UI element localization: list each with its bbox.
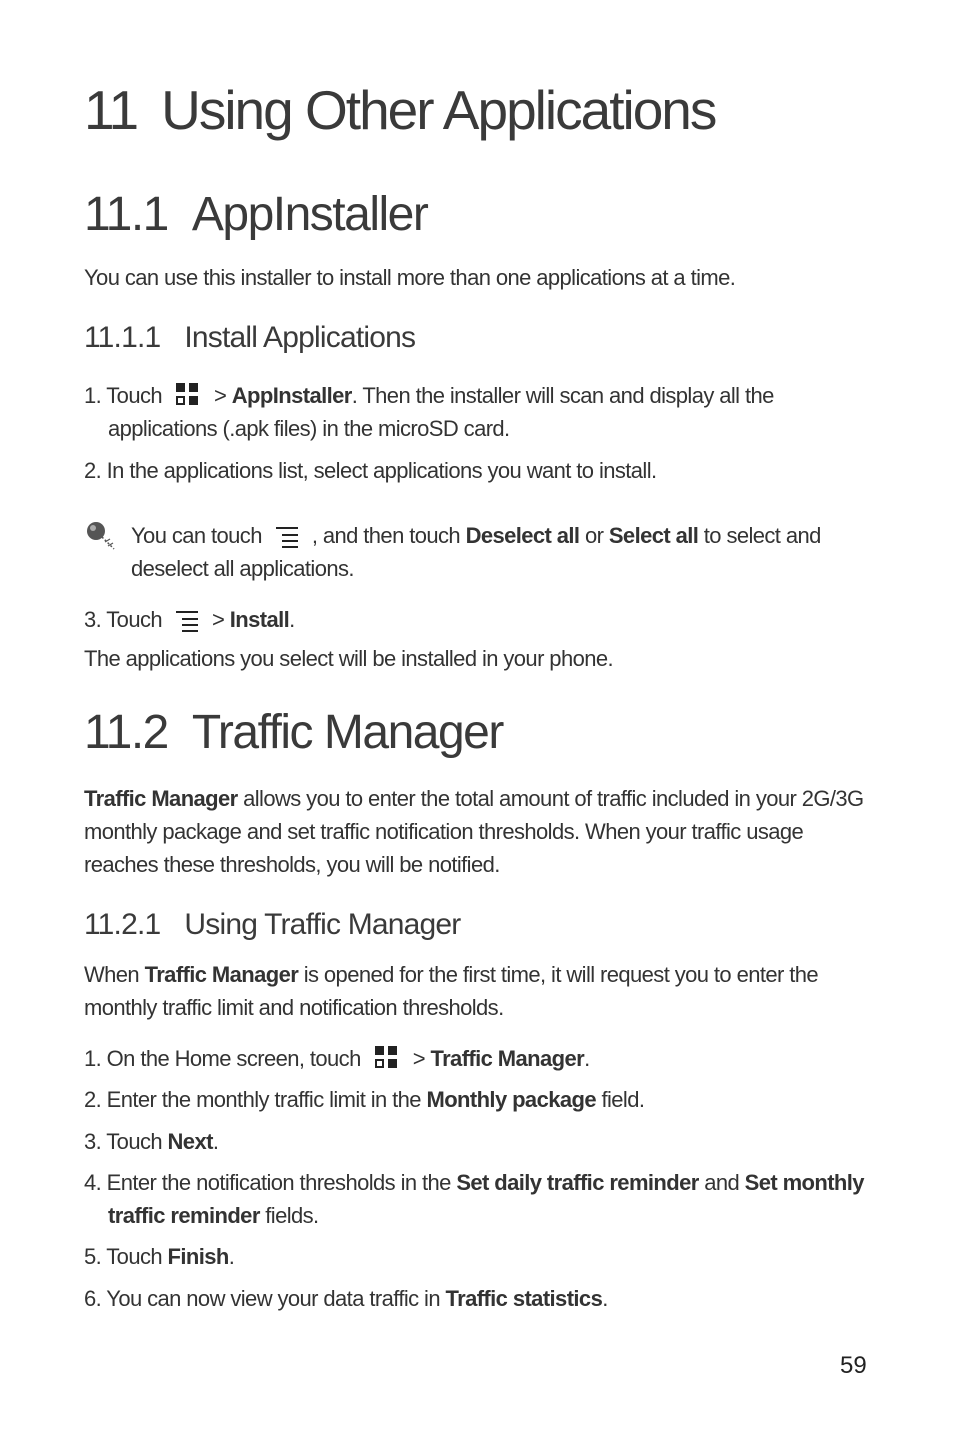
separator: > bbox=[212, 607, 225, 632]
separator: > bbox=[214, 383, 227, 408]
list-number: 1. bbox=[84, 1046, 102, 1071]
step-bold: Set daily traffic reminder bbox=[456, 1170, 699, 1195]
step-continuation: applications (.apk files) in the microSD card. bbox=[108, 416, 510, 441]
para-text: is opened for the first time, it will request you to enter the bbox=[303, 962, 819, 987]
step-text: Enter the monthly traffic limit in the bbox=[106, 1087, 421, 1112]
intro-text: allows you to enter the total amount of traffic included in your 2G/3G bbox=[243, 786, 864, 811]
step-bold: AppInstaller bbox=[231, 383, 352, 408]
step-text: Touch bbox=[106, 1244, 162, 1269]
appinstaller-intro: You can use this installer to install more than one applications at a time. bbox=[84, 265, 736, 290]
step-text: Touch bbox=[106, 1129, 162, 1154]
step-text: You can now view your data traffic in bbox=[106, 1286, 440, 1311]
list-item bbox=[84, 1282, 608, 1315]
menu-icon bbox=[174, 608, 200, 632]
note-text: You can touch bbox=[131, 523, 262, 548]
list-item bbox=[84, 1042, 590, 1075]
list-number: 6. bbox=[84, 1286, 102, 1311]
menu-icon bbox=[274, 524, 300, 548]
note-bold: Deselect all bbox=[465, 523, 580, 548]
intro-bold: Traffic Manager bbox=[84, 786, 238, 811]
subsection-title: Install Applications bbox=[184, 321, 416, 354]
section-heading-traffic-manager bbox=[84, 705, 503, 760]
section-title: AppInstaller bbox=[191, 188, 428, 241]
para-text: When bbox=[84, 962, 140, 987]
step-text: Enter the notification thresholds in the bbox=[106, 1170, 451, 1195]
list-number: 2. bbox=[84, 1087, 102, 1112]
list-item bbox=[84, 1166, 864, 1228]
section-number: 11.2 bbox=[84, 706, 168, 759]
list-item bbox=[84, 379, 774, 441]
subsection-heading-using-traffic bbox=[84, 908, 461, 942]
note-line bbox=[131, 519, 821, 552]
step-bold: traffic reminder bbox=[108, 1203, 260, 1228]
step-text: . bbox=[228, 1244, 235, 1269]
separator: > bbox=[412, 1046, 425, 1071]
list-number: 4. bbox=[84, 1170, 102, 1195]
step-text: field. bbox=[601, 1087, 645, 1112]
step-text: In the applications list, select applications you want to install. bbox=[106, 458, 657, 483]
list-item bbox=[84, 603, 295, 636]
step-continuation bbox=[108, 1199, 319, 1232]
step-bold: Set monthly bbox=[744, 1170, 864, 1195]
list-number: 3. bbox=[84, 607, 102, 632]
subsection-title: Using Traffic Manager bbox=[184, 908, 461, 941]
step-bold: Traffic Manager bbox=[430, 1046, 585, 1071]
appinstaller-outro: The applications you select will be installed in your phone. bbox=[84, 646, 613, 671]
section-title: Traffic Manager bbox=[191, 706, 503, 759]
step-bold: Next bbox=[167, 1129, 213, 1154]
traffic-para-line bbox=[84, 958, 818, 991]
chapter-title-text: Using Other Applications bbox=[161, 79, 716, 141]
list-item bbox=[84, 454, 657, 487]
step-text: . bbox=[212, 1129, 219, 1154]
step-text: . bbox=[602, 1286, 608, 1311]
note-text: or bbox=[584, 523, 604, 548]
list-item bbox=[84, 1240, 234, 1273]
traffic-intro-line bbox=[84, 782, 864, 815]
step-text: Touch bbox=[106, 607, 162, 632]
step-text: On the Home screen, touch bbox=[106, 1046, 361, 1071]
list-number: 2. bbox=[84, 458, 102, 483]
subsection-heading-install bbox=[84, 321, 415, 355]
chapter-number: 11 bbox=[84, 79, 138, 141]
step-text: . bbox=[584, 1046, 590, 1071]
traffic-intro-line: monthly package and set traffic notification thresholds. When your traffic usage bbox=[84, 819, 804, 844]
step-bold: Monthly package bbox=[426, 1087, 596, 1112]
step-text: . bbox=[289, 607, 295, 632]
step-text: and bbox=[704, 1170, 740, 1195]
list-number: 3. bbox=[84, 1129, 102, 1154]
step-text: fields. bbox=[265, 1203, 319, 1228]
subsection-number: 11.2.1 bbox=[84, 908, 161, 941]
list-number: 1. bbox=[84, 383, 102, 408]
note-text: , and then touch bbox=[311, 523, 461, 548]
note-icon bbox=[84, 519, 120, 555]
chapter-title bbox=[84, 78, 715, 142]
note-block bbox=[84, 519, 884, 585]
list-item bbox=[84, 1125, 218, 1158]
traffic-para-line: monthly traffic limit and notification thresholds. bbox=[84, 995, 504, 1020]
note-bold: Select all bbox=[608, 523, 699, 548]
step-bold: Install bbox=[229, 607, 290, 632]
page-number: 59 bbox=[840, 1352, 867, 1379]
list-number: 5. bbox=[84, 1244, 102, 1269]
apps-grid-icon bbox=[174, 383, 200, 407]
traffic-intro-line: reaches these thresholds, you will be notified. bbox=[84, 852, 500, 877]
step-text: . Then the installer will scan and display all the bbox=[351, 383, 774, 408]
section-number: 11.1 bbox=[84, 188, 168, 241]
subsection-number: 11.1.1 bbox=[84, 321, 161, 354]
apps-grid-icon bbox=[373, 1046, 399, 1070]
section-heading-appinstaller bbox=[84, 187, 427, 242]
step-bold: Traffic statistics bbox=[445, 1286, 603, 1311]
para-bold: Traffic Manager bbox=[144, 962, 299, 987]
step-text: Touch bbox=[106, 383, 162, 408]
step-bold: Finish bbox=[167, 1244, 229, 1269]
note-text: to select and bbox=[703, 523, 821, 548]
list-item bbox=[84, 1083, 644, 1116]
note-continuation: deselect all applications. bbox=[131, 556, 354, 581]
